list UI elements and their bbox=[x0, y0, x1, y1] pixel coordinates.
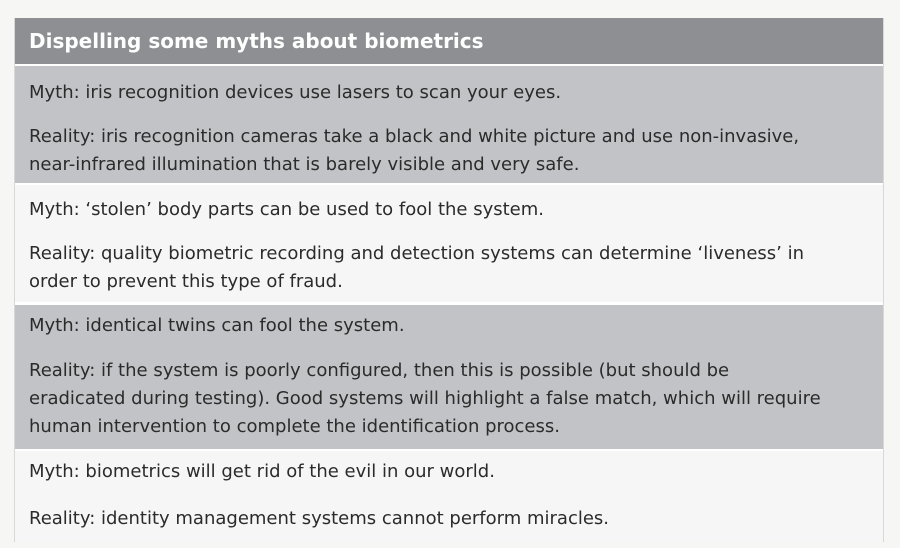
myth-text: Myth: identical twins can fool the system. bbox=[29, 315, 405, 336]
myth-row-2 bbox=[15, 185, 883, 302]
reality-text-line-1: Reality: iris recognition cameras take a black and white picture and use non-invasive, bbox=[29, 126, 800, 147]
reality-text-line-1: Reality: identity management systems cannot perform miracles. bbox=[29, 508, 610, 529]
reality-text-line-2: eradicated during testing). Good systems will highlight a false match, which will require bbox=[29, 388, 821, 409]
reality-text-line-2: order to prevent this type of fraud. bbox=[29, 271, 343, 292]
reality-text-line-1: Reality: quality biometric recording and detection systems can determine ‘liveness’ in bbox=[29, 243, 805, 264]
myths-box bbox=[14, 18, 884, 542]
myth-row-1 bbox=[15, 66, 883, 183]
myth-row-3 bbox=[15, 305, 883, 449]
reality-text-line-2: near-infrared illumination that is barely visible and very safe. bbox=[29, 154, 580, 175]
reality-text-line-3: human intervention to complete the identification process. bbox=[29, 416, 560, 437]
myth-text: Myth: biometrics will get rid of the evil in our world. bbox=[29, 461, 495, 482]
myth-text: Myth: iris recognition devices use lasers to scan your eyes. bbox=[29, 82, 562, 103]
myth-row-4 bbox=[15, 451, 883, 542]
reality-text-line-1: Reality: if the system is poorly configured, then this is possible (but should be bbox=[29, 360, 730, 381]
myth-text: Myth: ‘stolen’ body parts can be used to fool the system. bbox=[29, 199, 545, 220]
box-title: Dispelling some myths about biometrics bbox=[15, 18, 883, 64]
